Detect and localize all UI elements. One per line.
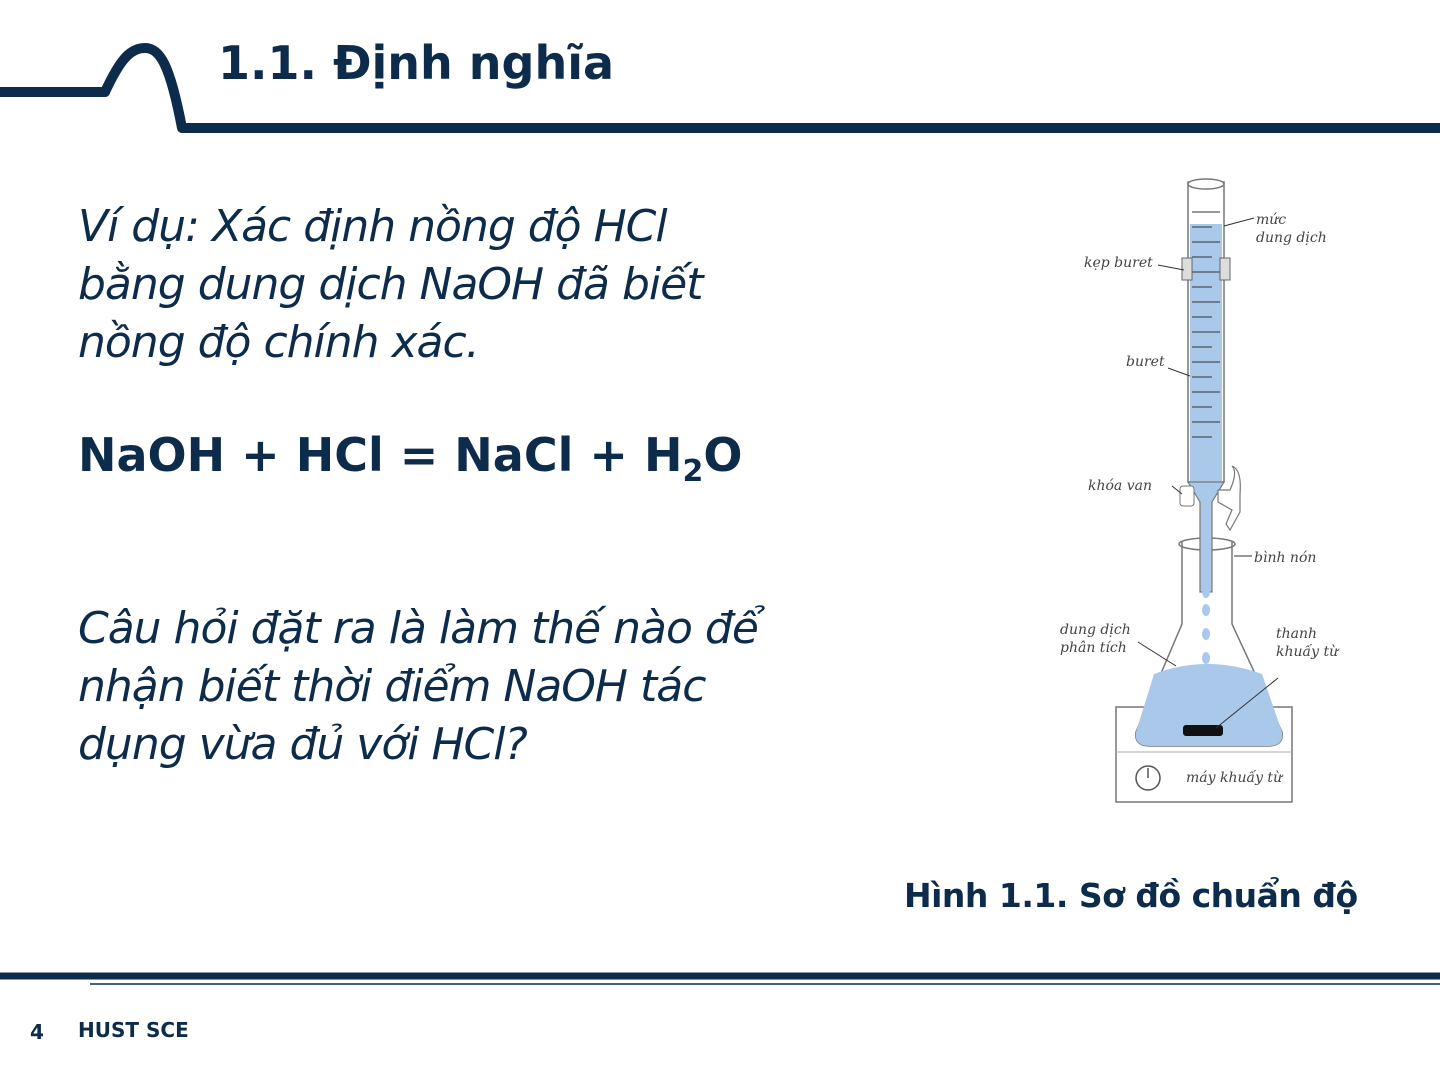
question-text: Câu hỏi đặt ra là làm thế nào để nhận biết thời điểm NaOH tác dụng vừa đủ với HCl? <box>78 603 758 770</box>
page-number: 4 <box>30 1020 44 1044</box>
label-burette-clamp: kẹp buret <box>1084 255 1153 271</box>
chemical-equation <box>78 428 742 489</box>
figure-caption: Hình 1.1. Sơ đồ chuẩn độ <box>904 876 1358 915</box>
label-stirrer: máy khuấy từ <box>1186 770 1283 786</box>
label-analyte: dung dịch <box>1060 622 1131 638</box>
header-decoration <box>0 0 1440 150</box>
label-liquid-level-2: dung dịch <box>1256 230 1327 246</box>
label-stopcock: khóa van <box>1088 478 1152 494</box>
label-stir-bar-2: khuấy từ <box>1276 644 1339 660</box>
label-burette: buret <box>1126 354 1165 370</box>
burette-clamp <box>1182 258 1192 280</box>
footer-decoration <box>0 968 1440 988</box>
titration-diagram <box>1040 172 1400 812</box>
label-stir-bar: thanh <box>1276 626 1318 642</box>
label-conical-flask: bình nón <box>1254 550 1317 566</box>
example-text: Ví dụ: Xác định nồng độ HCl bằng dung dịch NaOH đã biết nồng độ chính xác. <box>78 201 703 368</box>
equation-right: O <box>703 428 743 482</box>
equation-left: NaOH + HCl = NaCl + H <box>78 428 683 482</box>
label-liquid-level: mức <box>1256 212 1287 228</box>
burette-liquid <box>1190 224 1222 482</box>
stopcock <box>1180 486 1194 506</box>
label-analyte-2: phân tích <box>1060 640 1127 656</box>
slide-title: 1.1. Định nghĩa <box>218 36 615 90</box>
footer-label: HUST SCE <box>78 1018 189 1042</box>
equation-subscript: 2 <box>682 454 704 489</box>
